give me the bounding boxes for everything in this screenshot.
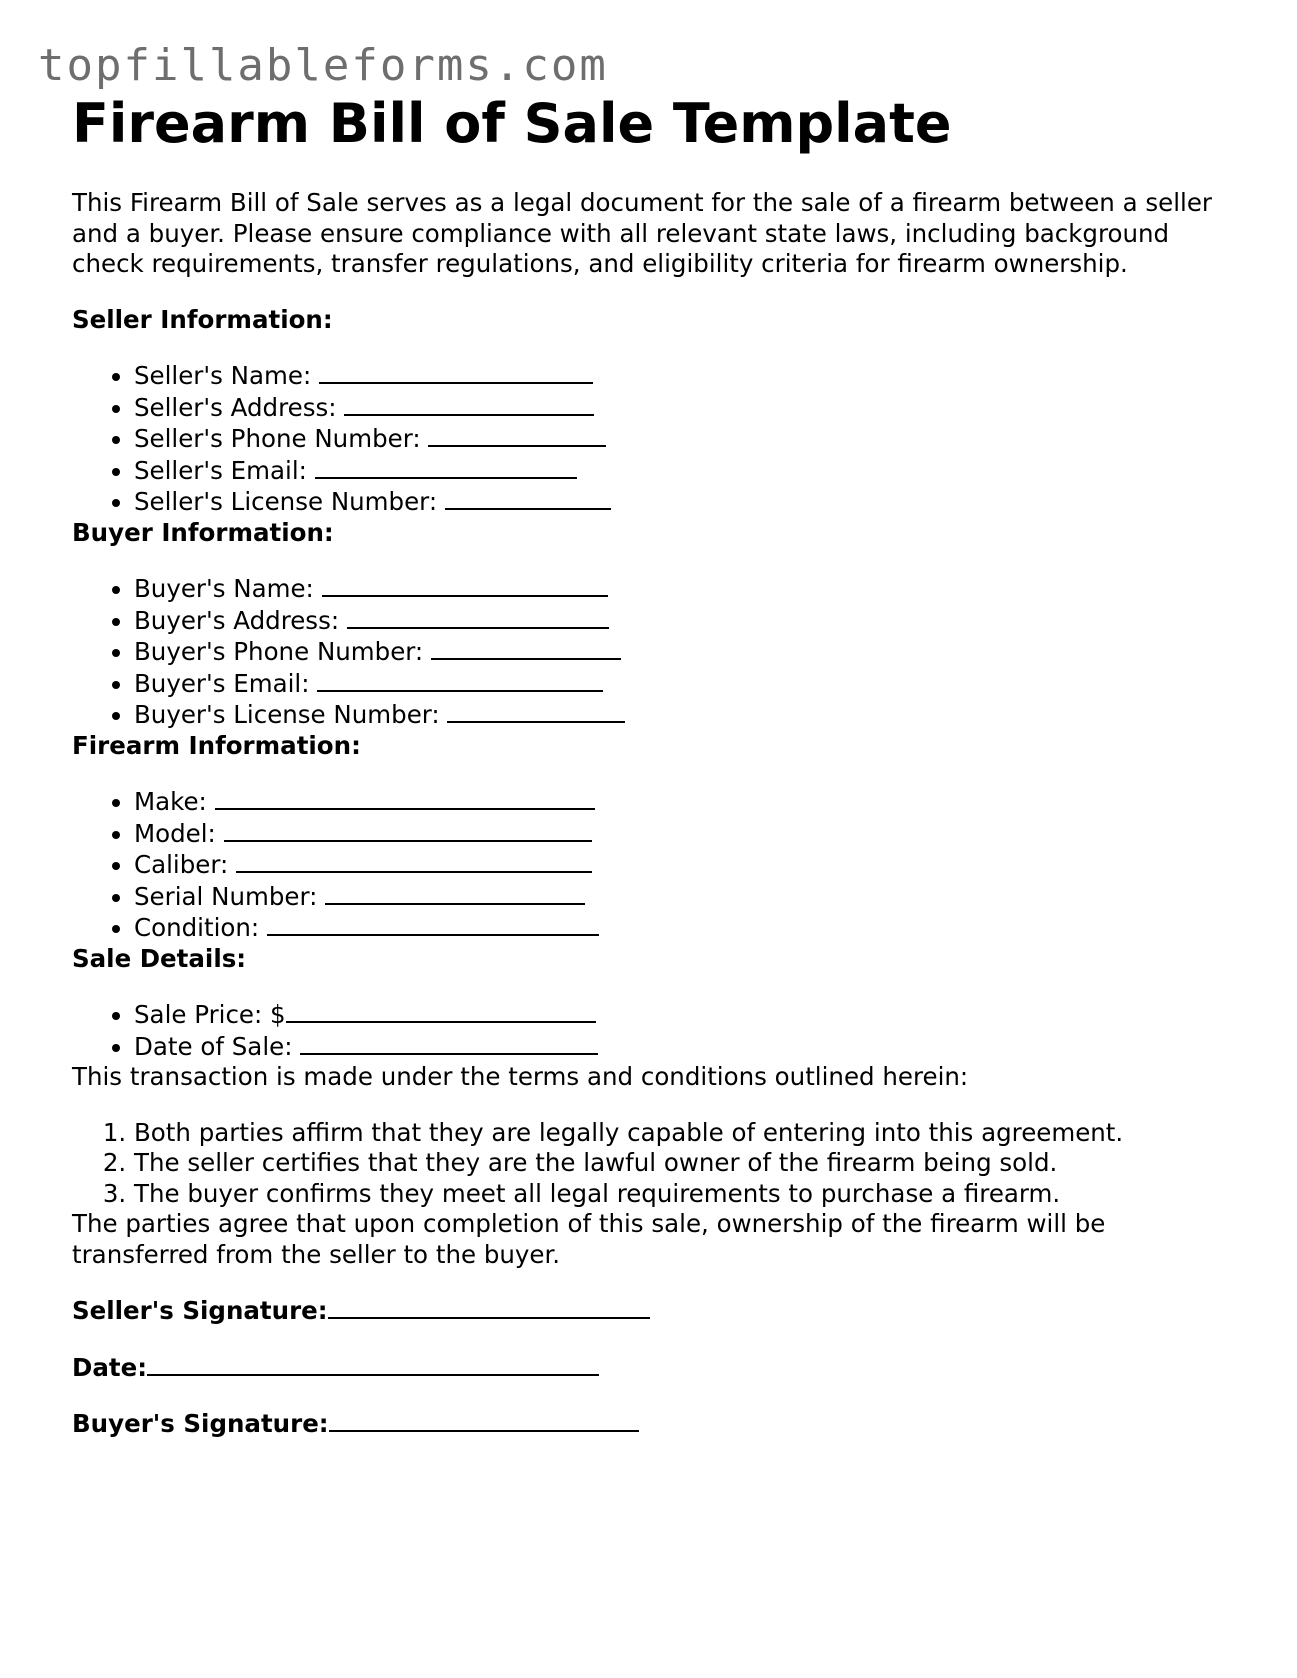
field-label: Caliber: — [134, 850, 229, 879]
field-label: Buyer's Address: — [134, 605, 340, 635]
buyer-license-field — [134, 699, 1232, 731]
date-signature-row — [72, 1352, 1232, 1384]
buyer-phone-field — [134, 636, 1232, 668]
document-page — [72, 92, 1232, 1465]
date-signature-label: Date: — [72, 1352, 147, 1382]
field-label: Buyer's Name: — [134, 574, 314, 603]
firearm-make-blank[interactable] — [215, 786, 595, 810]
seller-field-list — [72, 360, 1232, 518]
firearm-caliber-blank[interactable] — [236, 849, 592, 873]
seller-phone-field — [134, 423, 1232, 455]
term-item: 2. The seller certifies that they are the lawful owner of the firearm being sold. — [134, 1148, 1232, 1179]
field-label: Seller's License Number: — [134, 487, 438, 516]
firearm-heading: Firearm Information: — [72, 730, 361, 760]
field-label: Date of Sale: — [134, 1031, 293, 1061]
seller-email-blank[interactable] — [315, 455, 577, 479]
terms-list — [72, 1118, 1232, 1210]
field-label: Seller's Address: — [134, 392, 337, 422]
seller-address-blank[interactable] — [344, 392, 594, 416]
term-item: 3. The buyer confirms they meet all legal requirements to purchase a firearm. — [134, 1179, 1232, 1210]
buyer-email-field — [134, 668, 1232, 700]
firearm-serial-field — [134, 881, 1232, 913]
intro-paragraph: This Firearm Bill of Sale serves as a legal document for the sale of a firearm between a seller and a buyer. Please ensure compliance with all relevant state laws, including background check requirements, transfer regulations, and eligibility criteria for firearm ownership. — [72, 188, 1212, 278]
firearm-field-list — [72, 786, 1232, 944]
buyer-license-blank[interactable] — [447, 699, 625, 723]
sale-heading: Sale Details: — [72, 943, 247, 973]
seller-heading: Seller Information: — [72, 304, 333, 334]
buyer-address-field — [134, 605, 1232, 637]
seller-name-field — [134, 360, 1232, 392]
seller-email-field — [134, 455, 1232, 487]
buyer-field-list — [72, 573, 1232, 731]
seller-signature-label: Seller's Signature: — [72, 1296, 328, 1325]
term-item: 1. Both parties affirm that they are legally capable of entering into this agreement. — [134, 1118, 1232, 1149]
sale-field-list — [72, 999, 1232, 1062]
field-label: Seller's Name: — [134, 361, 312, 390]
sale-date-blank[interactable] — [300, 1031, 598, 1055]
date-signature-blank[interactable] — [147, 1352, 599, 1376]
seller-signature-row — [72, 1295, 1232, 1327]
field-label: Buyer's Email: — [134, 668, 310, 698]
field-label: Buyer's License Number: — [134, 700, 440, 729]
terms-intro: This transaction is made under the terms and conditions outlined herein: — [72, 1062, 969, 1091]
sale-price-field — [134, 999, 1232, 1031]
buyer-name-blank[interactable] — [322, 573, 608, 597]
firearm-model-field — [134, 818, 1232, 850]
buyer-address-blank[interactable] — [347, 605, 609, 629]
watermark: topfillableforms.com — [38, 40, 608, 91]
field-label: Make: — [134, 787, 207, 816]
firearm-make-field — [134, 786, 1232, 818]
seller-signature-blank[interactable] — [328, 1295, 650, 1319]
seller-address-field — [134, 392, 1232, 424]
buyer-phone-blank[interactable] — [431, 636, 621, 660]
seller-license-field — [134, 486, 1232, 518]
seller-license-blank[interactable] — [445, 486, 611, 510]
firearm-model-blank[interactable] — [224, 818, 592, 842]
buyer-email-blank[interactable] — [317, 668, 603, 692]
seller-name-blank[interactable] — [319, 360, 593, 384]
seller-phone-blank[interactable] — [428, 423, 606, 447]
field-label: Seller's Phone Number: — [134, 424, 421, 453]
firearm-serial-blank[interactable] — [325, 881, 585, 905]
buyer-heading: Buyer Information: — [72, 517, 334, 547]
firearm-caliber-field — [134, 849, 1232, 881]
field-label: Model: — [134, 818, 216, 848]
field-label: Sale Price: $ — [134, 1000, 286, 1029]
buyer-signature-row — [72, 1408, 1232, 1440]
field-label: Condition: — [134, 913, 260, 942]
field-label: Buyer's Phone Number: — [134, 637, 424, 666]
sale-price-blank[interactable] — [286, 999, 596, 1023]
buyer-signature-blank[interactable] — [329, 1408, 639, 1432]
firearm-condition-field — [134, 912, 1232, 944]
buyer-name-field — [134, 573, 1232, 605]
field-label: Seller's Email: — [134, 455, 307, 485]
closing-paragraph: The parties agree that upon completion of this sale, ownership of the firearm will be transferred from the seller to the buyer. — [72, 1209, 1106, 1269]
page-title: Firearm Bill of Sale Template — [72, 92, 952, 155]
field-label: Serial Number: — [134, 881, 318, 911]
firearm-condition-blank[interactable] — [267, 912, 599, 936]
buyer-signature-label: Buyer's Signature: — [72, 1409, 329, 1438]
sale-date-field — [134, 1031, 1232, 1063]
